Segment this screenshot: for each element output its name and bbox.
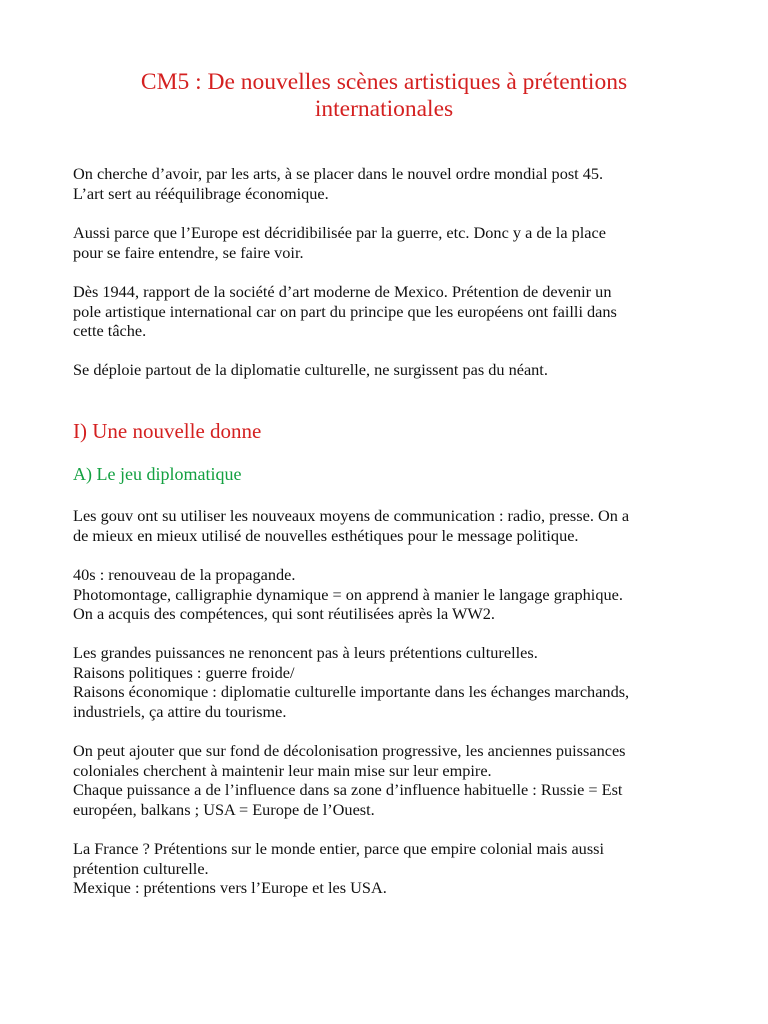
text-line: On peut ajouter que sur fond de décolonisation progressive, les anciennes puissances: [73, 741, 626, 760]
paragraph: [73, 282, 713, 341]
text-line: pole artistique international car on part du principe que les européens ont failli dans: [73, 301, 617, 321]
text-line: Les grandes puissances ne renoncent pas à leurs prétentions culturelles.: [73, 643, 538, 662]
text-line: On cherche d’avoir, par les arts, à se placer dans le nouvel ordre mondial post 45.: [73, 164, 604, 183]
paragraph: [73, 223, 713, 262]
title-line: internationales: [314, 96, 454, 122]
text-line: L’art sert au rééquilibrage économique.: [73, 183, 329, 203]
text-line: Raisons économique : diplomatie culturelle importante dans les échanges marchands,: [73, 682, 630, 701]
page-title: [60, 69, 708, 123]
text-line: Chaque puissance a de l’influence dans sa zone d’influence habituelle : Russie = Est: [73, 780, 623, 799]
text-line: Les gouv ont su utiliser les nouveaux moyens de communication : radio, presse. On a: [73, 506, 630, 525]
text-line: Dès 1944, rapport de la société d’art moderne de Mexico. Prétention de devenir un: [73, 282, 612, 301]
paragraph: [73, 839, 713, 898]
text-line: Photomontage, calligraphie dynamique = on apprend à manier le langage graphique.: [73, 584, 623, 604]
text-line: Raisons politiques : guerre froide/: [73, 662, 295, 682]
paragraph: [73, 565, 713, 624]
paragraph: [73, 643, 713, 721]
text-line: industriels, ça attire du tourisme.: [73, 701, 287, 721]
text-line: La France ? Prétentions sur le monde entier, parce que empire colonial mais aussi: [73, 839, 605, 858]
text-line: Mexique : prétentions vers l’Europe et les USA.: [73, 878, 387, 897]
paragraph: [73, 741, 713, 819]
section-heading: I) Une nouvelle donne: [73, 419, 262, 443]
text-line: européen, balkans ; USA = Europe de l’Ouest.: [73, 799, 375, 819]
text-line: prétention culturelle.: [73, 858, 209, 878]
text-line: de mieux en mieux utilisé de nouvelles esthétiques pour le message politique.: [73, 525, 579, 545]
text-line: Aussi parce que l’Europe est décridibilisée par la guerre, etc. Donc y a de la place: [73, 223, 606, 242]
text-line: 40s : renouveau de la propagande.: [73, 565, 296, 584]
text-line: Se déploie partout de la diplomatie culturelle, ne surgissent pas du néant.: [73, 360, 548, 379]
text-line: coloniales cherchent à maintenir leur main mise sur leur empire.: [73, 760, 492, 780]
title-line: CM5 : De nouvelles scènes artistiques à prétentions: [140, 69, 628, 95]
text-line: On a acquis des compétences, qui sont réutilisées après la WW2.: [73, 604, 495, 623]
subsection-heading: A) Le jeu diplomatique: [73, 464, 242, 484]
paragraph: [73, 360, 713, 380]
text-line: cette tâche.: [73, 321, 147, 340]
text-line: pour se faire entendre, se faire voir.: [73, 242, 304, 262]
paragraph: [73, 164, 713, 203]
paragraph: [73, 506, 713, 545]
